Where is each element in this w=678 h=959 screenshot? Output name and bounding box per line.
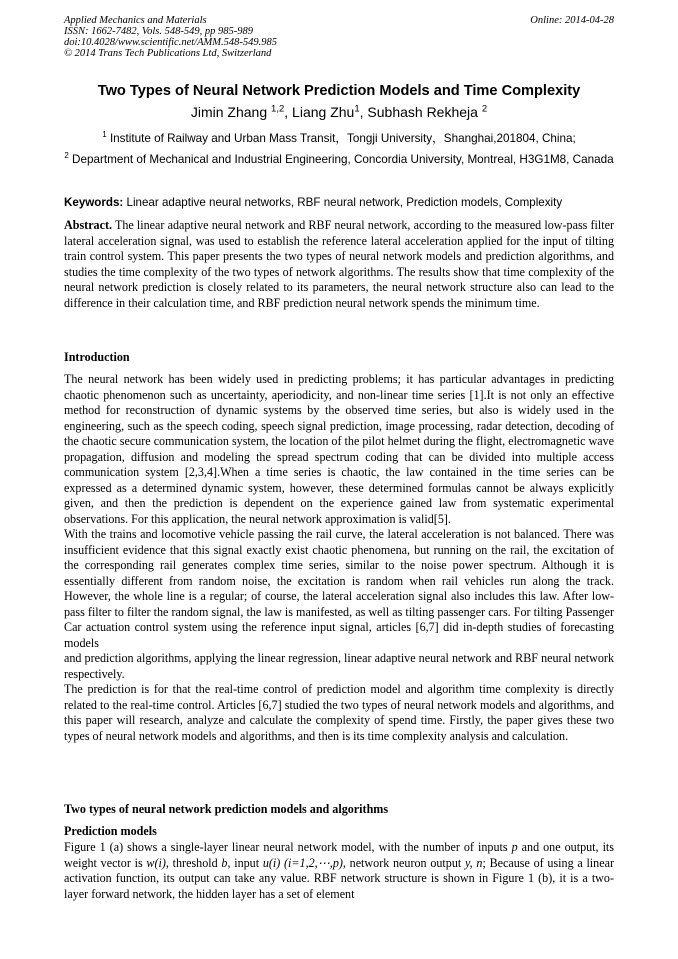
prediction-models-paragraph	[64, 840, 614, 902]
paragraph: The neural network has been widely used in predicting problems; it has particular advantages in predicting chaotic phenomenon such as uncertainty, aperiodicity, and non-linear time series [1].It is not only an effective method for reconstruction of dynamic systems by the observed time series, but also is widely used in the engineering, such as the speech coding, speech signal prediction, image processing, radar detection, decoding of the chaotic secure communication system, the location of the pilot helmet during the flight, electromagnetic wave propagation, diffusion and modeling the spread spectrum coding that can be divided into multiple access communication system [2,3,4].When a time series is chaotic, the law contained in the time series can be expressed as a determined dynamic system, however, these determined formulas cannot be always explicitly given, and then the prediction is dependent on the experience gained law from systematic experimental observations. For this application, the neural network approximation is valid[5].	[64, 372, 614, 526]
journal-header	[64, 15, 277, 59]
author-affiliation-mark: 2	[481, 103, 488, 115]
author-list	[40, 104, 638, 120]
author-name: Jimin Zhang	[190, 104, 268, 120]
paragraph: and prediction algorithms, applying the linear regression, linear adaptive neural network and RBF neural network respectively.	[64, 651, 614, 681]
text-run: , input	[227, 855, 263, 870]
math-var: u(i) (i=1,2,⋯,p)	[262, 855, 343, 870]
affiliation-text: Institute of Railway and Urban Mass Transit，Tongji University，Shanghai,201804, China;	[109, 132, 576, 145]
keywords	[64, 196, 614, 209]
author-affiliation-mark: 1,2	[271, 103, 285, 115]
text-run: , network neuron output	[342, 855, 465, 870]
section-heading: Two types of neural network prediction models and algorithms	[64, 802, 389, 816]
affiliation-number: 1	[102, 130, 107, 140]
keywords-label: Keywords:	[64, 196, 124, 209]
text-run: Figure 1 (a) shows a single-layer linear neural network model, with the number of inputs	[64, 840, 512, 854]
keywords-text: Linear adaptive neural networks, RBF neural network, Prediction models, Complexity	[126, 196, 563, 209]
author-separator: ,	[359, 104, 368, 120]
affiliation-number: 2	[64, 151, 69, 161]
abstract	[64, 218, 614, 311]
doi-line: doi:10.4028/www.scientific.net/AMM.548-549.985	[64, 37, 277, 48]
abstract-text: The linear adaptive neural network and RBF neural network, according to the measured low-pass filter lateral acceleration signal, was used to establish the reference lateral acceleration applied for the input of tilting train control system. This paper presents the two types of neural network models and prediction algorithms, and studies the time complexity of the two types of network algorithms. The results show that time complexity of the neural network prediction is closely related to its parameters, the neural network structure also can lead to the difference in their calculation time, and RBF prediction neural network spends the minimum time.	[64, 218, 615, 310]
author-affiliation-mark: 1	[354, 103, 360, 115]
text-run: threshold	[168, 855, 222, 870]
author-name: Liang Zhu	[292, 104, 355, 120]
introduction-body	[64, 372, 614, 744]
paragraph: The prediction is for that the real-time control of prediction model and algorithm time complexity is directly related to the real-time control. Articles [6,7] studied the two types of neural network models and algorithms, and this paper will research, analyze and calculate the complexity of spend time. Firstly, the paper gives these two types of neural network models and algorithms, and then is its time complexity analysis and calculation.	[64, 682, 614, 743]
text-run: ; Because of using a linear activation function, its output can take any value. RBF network structure is shown in Figure 1 (b), it is a two-layer forward network, the hidden layer has a set of element	[64, 855, 614, 901]
subsection-heading: Prediction models	[64, 824, 157, 838]
math-var: y, n	[464, 855, 483, 870]
abstract-label: Abstract.	[64, 218, 113, 232]
author-name: Subhash Rekheja	[367, 104, 478, 120]
math-var: b	[221, 855, 228, 870]
affiliation-1	[60, 132, 618, 147]
issn-line: ISSN: 1662-7482, Vols. 548-549, pp 985-989	[64, 26, 253, 37]
journal-name: Applied Mechanics and Materials	[64, 15, 207, 26]
paragraph: With the trains and locomotive vehicle passing the rail curve, the lateral acceleration is not balanced. There was insufficient evidence that this signal exactly exist chaotic phenomena, but running on the rail, the excitation of the corresponding rail generates complex time series, similar to the noise power spectrum. Although it is essentially different from random noise, the excitation is random when rail vehicles run along the track. However, the whole line is a regular; of course, the lateral acceleration signal also includes this law. After low-pass filter to filter the random signal, the law is manifested, as well as tilting passenger cars. For tilting Passenger Car actuation control system using the reference input signal, articles [6,7] did in-depth studies of forecasting models	[64, 527, 614, 650]
text-run: and one output, its weight vector is	[64, 840, 614, 870]
paper-title: Two Types of Neural Network Prediction Models and Time Complexity	[97, 83, 581, 99]
math-var: p	[511, 840, 518, 854]
introduction-heading: Introduction	[64, 350, 130, 364]
author-separator: ,	[284, 104, 293, 120]
affiliation-2	[60, 153, 618, 168]
affiliation-text: Department of Mechanical and Industrial Engineering, Concordia University, Montreal, H3G1M8, Canada	[72, 153, 614, 166]
online-date: Online: 2014-04-28	[530, 15, 614, 26]
math-var: w(i),	[146, 855, 169, 870]
copyright-line: © 2014 Trans Tech Publications Ltd, Switzerland	[64, 48, 272, 59]
